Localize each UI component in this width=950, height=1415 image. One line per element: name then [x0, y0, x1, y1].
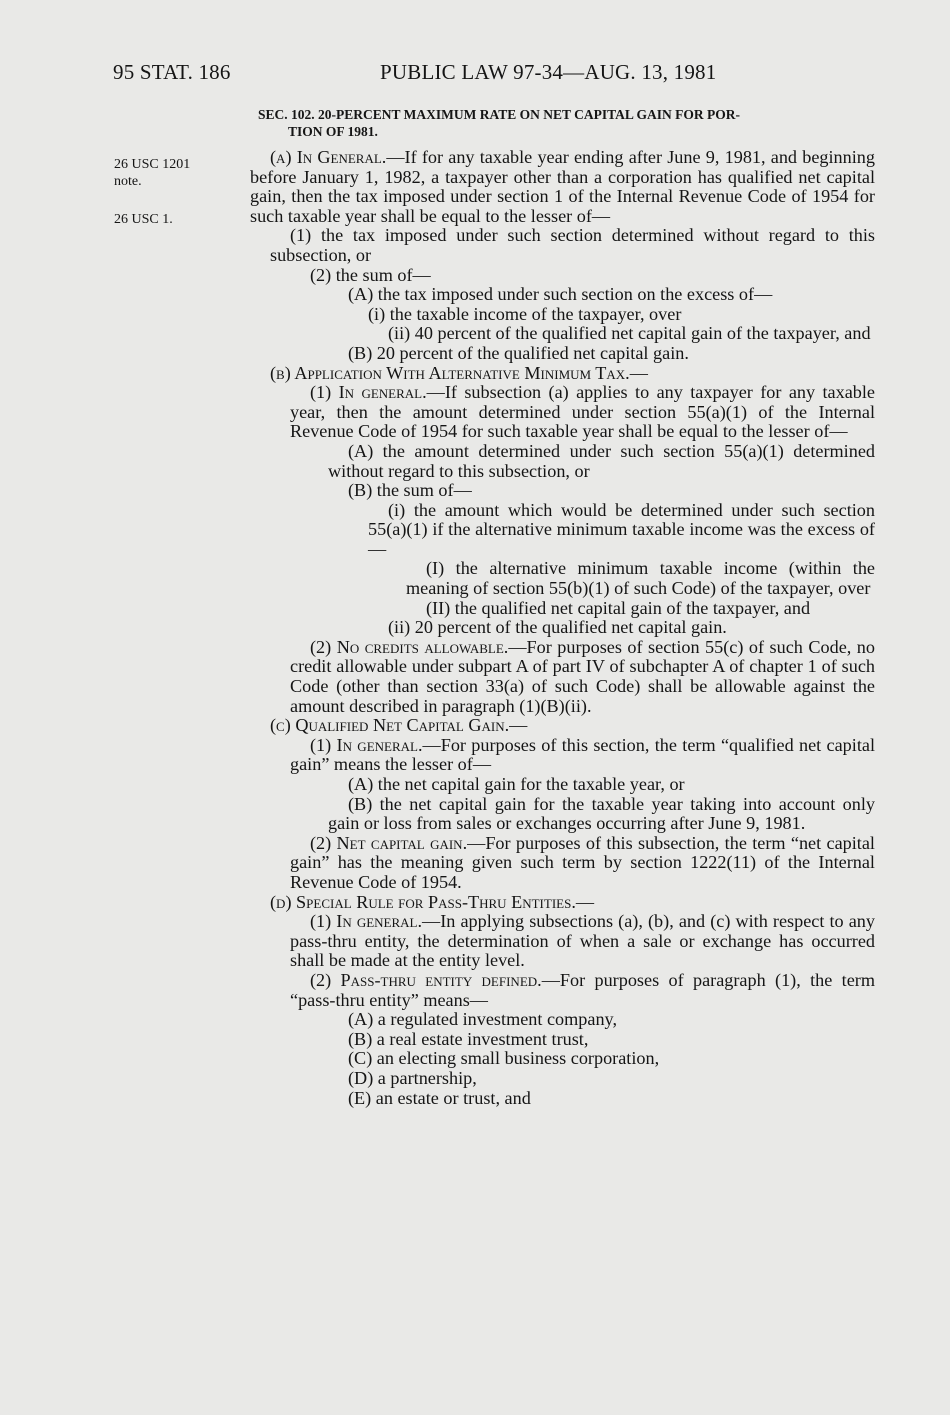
paragraph-a2B: (B) 20 percent of the qualified net capital gain. [348, 342, 689, 363]
paragraph-b1Bi: (i) the amount which would be determined under such section 55(a)(1) if the alternative minimum taxable income was the excess of— [368, 499, 875, 559]
subsection-d: (d) Special Rule for Pass-Thru Entities.— [270, 891, 595, 912]
paragraph-a1: (1) the tax imposed under such section determined without regard to this subsection, or [270, 225, 875, 265]
page-stat-number: 95 STAT. 186 [113, 60, 231, 84]
paragraph-c2: (2) Net capital gain.—For purposes of this subsection, the term “net capital gain” has the meaning given such term by section 1222(11) of the Internal Revenue Code of 1954. [290, 832, 875, 892]
paragraph-a2Aii: (ii) 40 percent of the qualified net capital gain of the taxpayer, and [388, 323, 871, 344]
paragraph-d2E: (E) an estate or trust, and [348, 1087, 531, 1108]
paragraph-d2C: (C) an electing small business corporation, [348, 1048, 660, 1069]
page-header-title: PUBLIC LAW 97-34—AUG. 13, 1981 [380, 60, 717, 84]
paragraph-c1: (1) In general.—For purposes of this section, the term “qualified net capital gain” means the lesser of— [290, 734, 875, 775]
paragraph-a2A: (A) the tax imposed under such section on the excess of— [348, 284, 773, 305]
paragraph-b1BiII: (II) the qualified net capital gain of the taxpayer, and [426, 597, 811, 618]
paragraph-c1A: (A) the net capital gain for the taxable year, or [348, 774, 685, 794]
margin-note-citation-2: 26 USC 1. [114, 212, 173, 227]
paragraph-d2A: (A) a regulated investment company, [348, 1009, 618, 1030]
paragraph-b1B: (B) the sum of— [348, 480, 472, 501]
paragraph-a2: (2) the sum of— [310, 264, 431, 285]
paragraph-d2B: (B) a real estate investment trust, [348, 1028, 589, 1049]
paragraph-b1Bii: (ii) 20 percent of the qualified net capital gain. [388, 617, 727, 638]
margin-note-citation: 26 USC 1201 note. [114, 157, 191, 189]
subsection-a: (a) In General.—If for any taxable year ending after June 9, 1981, and beginning before January 1, 1982, a taxpayer other than a corporation has qualified net capital gain, then the tax imposed under section 1 of the Internal Revenue Code of 1954 for such taxable year shall be equal to the lesser of— [250, 147, 875, 226]
paragraph-b2: (2) No credits allowable.—For purposes of section 55(c) of such Code, no credit allowable under subpart A of part IV of subchapter A of chapter 1 of such Code (other than section 33(a) of such Code) shall be allowable against the amount described in paragraph (1)(B)(ii). [290, 636, 875, 716]
paragraph-d1: (1) In general.—In applying subsections (a), (b), and (c) with respect to any pass-thru entity, the determination of when a sale or exchange has occurred shall be made at the entity level. [290, 911, 875, 971]
paragraph-c1B: (B) the net capital gain for the taxable year taking into account only gain or loss from sales or exchanges occurring after June 9, 1981. [328, 793, 875, 834]
subsection-c: (c) Qualified Net Capital Gain.— [270, 715, 528, 736]
paragraph-b1: (1) In general.—If subsection (a) applies to any taxpayer for any taxable year, then the amount determined under section 55(a)(1) of the Internal Revenue Code of 1954 for such taxable year shall be equal to the lesser of— [290, 382, 876, 442]
paragraph-d2D: (D) a partnership, [348, 1067, 477, 1088]
paragraph-b1BiI: (I) the alternative minimum taxable income (within the meaning of section 55(b)(1) of such Code) of the taxpayer, over [406, 558, 875, 599]
subsection-b: (b) Application With Alternative Minimum Tax.— [270, 362, 648, 383]
statute-body [250, 106, 875, 1108]
paragraph-b1A: (A) the amount determined under such section 55(a)(1) determined without regard to this subsection, or [328, 440, 875, 481]
section-heading: SEC. 102. 20-PERCENT MAXIMUM RATE ON NET CAPITAL GAIN FOR POR- TION OF 1981. [258, 107, 741, 139]
paragraph-d2: (2) Pass-thru entity defined.—For purposes of paragraph (1), the term “pass-thru entity” means— [290, 969, 875, 1010]
paragraph-a2Ai: (i) the taxable income of the taxpayer, over [368, 303, 682, 324]
